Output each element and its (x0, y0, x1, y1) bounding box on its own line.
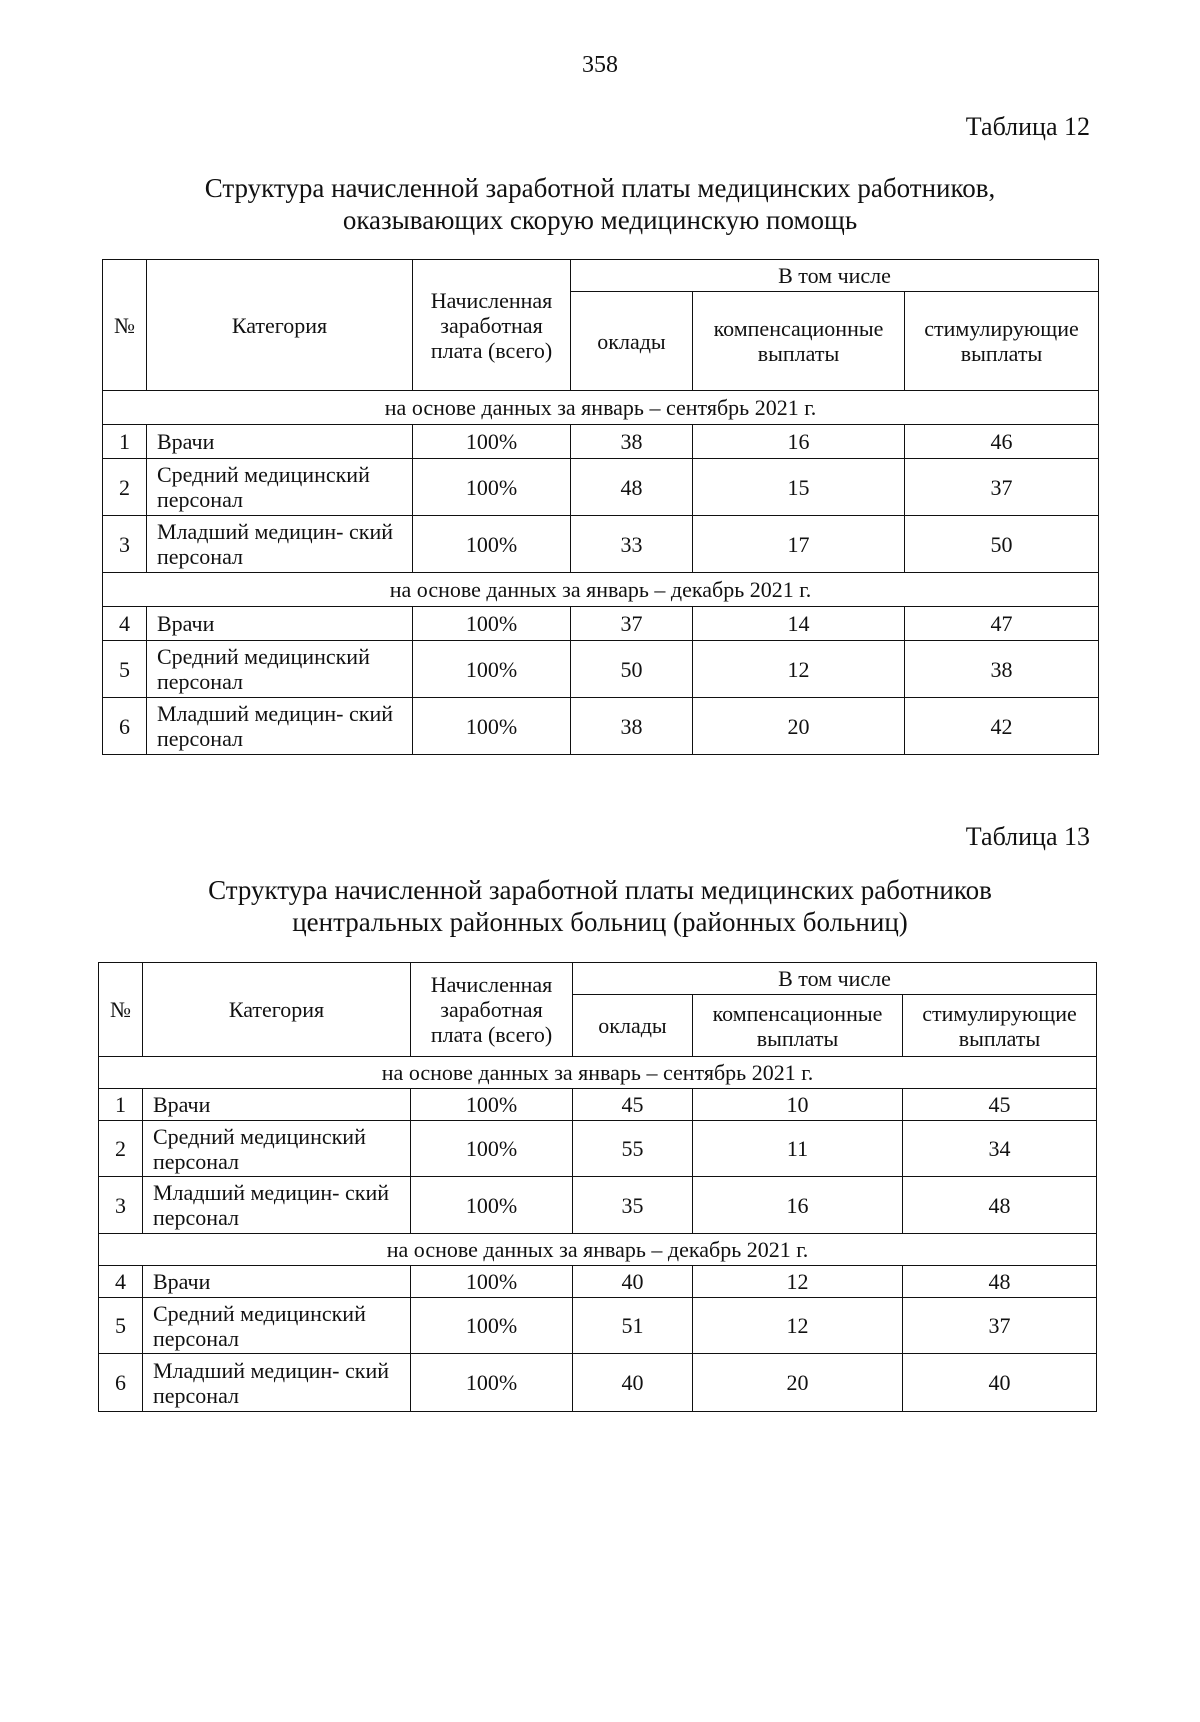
row-compensation: 20 (693, 1354, 903, 1412)
table-row (103, 459, 1099, 516)
row-incentive: 34 (903, 1121, 1097, 1177)
row-num: 4 (103, 607, 147, 641)
table-row (103, 641, 1099, 698)
row-salaries: 50 (571, 641, 693, 698)
row-salaries: 40 (573, 1354, 693, 1412)
table-row (103, 607, 1099, 641)
row-compensation: 12 (693, 1298, 903, 1354)
section-title: на основе данных за январь – сентябрь 2021 г. (103, 391, 1099, 425)
row-num: 3 (103, 516, 147, 573)
row-num: 4 (99, 1266, 143, 1298)
row-category: Средний медицинский персонал (143, 1298, 411, 1354)
row-total: 100% (413, 516, 571, 573)
row-category: Врачи (143, 1266, 411, 1298)
row-salaries: 55 (573, 1121, 693, 1177)
row-compensation: 17 (693, 516, 905, 573)
row-salaries: 35 (573, 1177, 693, 1234)
row-incentive: 45 (903, 1089, 1097, 1121)
row-category: Младший медицин- ский персонал (143, 1177, 411, 1234)
row-salaries: 33 (571, 516, 693, 573)
row-num: 6 (99, 1354, 143, 1412)
row-category: Врачи (143, 1089, 411, 1121)
row-total: 100% (413, 459, 571, 516)
caption-line: Структура начисленной заработной платы медицинских работников, (204, 173, 996, 203)
table-row (103, 698, 1099, 755)
table-13-label: Таблица 13 (965, 822, 1090, 851)
table-row (99, 1354, 1097, 1412)
row-total: 100% (411, 1354, 573, 1412)
row-category: Врачи (147, 425, 413, 459)
row-category: Младший медицин- ский персонал (147, 516, 413, 573)
row-num: 1 (99, 1089, 143, 1121)
caption-line: центральных районных больниц (районных больниц) (292, 907, 908, 937)
header-compensation: компенсационные выплаты (693, 292, 905, 391)
row-total: 100% (413, 607, 571, 641)
row-salaries: 37 (571, 607, 693, 641)
row-num: 2 (99, 1121, 143, 1177)
row-total: 100% (411, 1121, 573, 1177)
row-compensation: 16 (693, 1177, 903, 1234)
section-title: на основе данных за январь – декабрь 2021 г. (99, 1234, 1097, 1266)
header-num: № (103, 260, 147, 391)
table-12-caption (0, 172, 1200, 236)
header-total: Начисленная заработная плата (всего) (413, 260, 571, 391)
row-num: 3 (99, 1177, 143, 1234)
row-incentive: 38 (905, 641, 1099, 698)
row-compensation: 10 (693, 1089, 903, 1121)
row-compensation: 14 (693, 607, 905, 641)
section-title: на основе данных за январь – декабрь 2021 г. (103, 573, 1099, 607)
row-total: 100% (411, 1266, 573, 1298)
caption-line: оказывающих скорую медицинскую помощь (342, 205, 858, 235)
row-category: Средний медицинский персонал (147, 641, 413, 698)
row-incentive: 42 (905, 698, 1099, 755)
header-incentive: стимулирующие выплаты (905, 292, 1099, 391)
table-row (99, 1089, 1097, 1121)
row-salaries: 45 (573, 1089, 693, 1121)
header-salaries: оклады (571, 292, 693, 391)
header-group: В том числе (573, 963, 1097, 995)
table-row (99, 1298, 1097, 1354)
row-salaries: 40 (573, 1266, 693, 1298)
row-num: 5 (99, 1298, 143, 1354)
header-incentive: стимулирующие выплаты (903, 995, 1097, 1057)
header-num: № (99, 963, 143, 1057)
table-row (103, 516, 1099, 573)
header-group: В том числе (571, 260, 1099, 292)
section-title: на основе данных за январь – сентябрь 2021 г. (99, 1057, 1097, 1089)
row-incentive: 46 (905, 425, 1099, 459)
row-total: 100% (411, 1089, 573, 1121)
row-total: 100% (411, 1177, 573, 1234)
row-num: 6 (103, 698, 147, 755)
row-incentive: 40 (903, 1354, 1097, 1412)
row-num: 2 (103, 459, 147, 516)
row-compensation: 12 (693, 641, 905, 698)
header-salaries: оклады (573, 995, 693, 1057)
row-total: 100% (413, 641, 571, 698)
row-salaries: 51 (573, 1298, 693, 1354)
table-row (103, 425, 1099, 459)
row-incentive: 48 (903, 1177, 1097, 1234)
row-incentive: 37 (905, 459, 1099, 516)
header-compensation: компенсационные выплаты (693, 995, 903, 1057)
row-category: Средний медицинский персонал (143, 1121, 411, 1177)
row-total: 100% (413, 698, 571, 755)
table-row (99, 1266, 1097, 1298)
row-category: Младший медицин- ский персонал (143, 1354, 411, 1412)
row-category: Младший медицин- ский персонал (147, 698, 413, 755)
table-row (99, 1177, 1097, 1234)
row-salaries: 38 (571, 698, 693, 755)
row-compensation: 12 (693, 1266, 903, 1298)
row-compensation: 15 (693, 459, 905, 516)
table-12 (102, 259, 1099, 755)
row-incentive: 48 (903, 1266, 1097, 1298)
row-category: Средний медицинский персонал (147, 459, 413, 516)
table-13 (98, 962, 1097, 1412)
row-compensation: 16 (693, 425, 905, 459)
row-category: Врачи (147, 607, 413, 641)
header-category: Категория (143, 963, 411, 1057)
row-salaries: 48 (571, 459, 693, 516)
header-category: Категория (147, 260, 413, 391)
row-num: 1 (103, 425, 147, 459)
row-incentive: 47 (905, 607, 1099, 641)
row-compensation: 20 (693, 698, 905, 755)
row-incentive: 37 (903, 1298, 1097, 1354)
row-incentive: 50 (905, 516, 1099, 573)
row-salaries: 38 (571, 425, 693, 459)
header-total: Начисленная заработная плата (всего) (411, 963, 573, 1057)
row-num: 5 (103, 641, 147, 698)
row-total: 100% (413, 425, 571, 459)
row-compensation: 11 (693, 1121, 903, 1177)
table-row (99, 1121, 1097, 1177)
page-number: 358 (582, 52, 618, 78)
table-13-caption (0, 874, 1200, 938)
table-12-label: Таблица 12 (965, 112, 1090, 141)
caption-line: Структура начисленной заработной платы медицинских работников (208, 875, 992, 905)
row-total: 100% (411, 1298, 573, 1354)
